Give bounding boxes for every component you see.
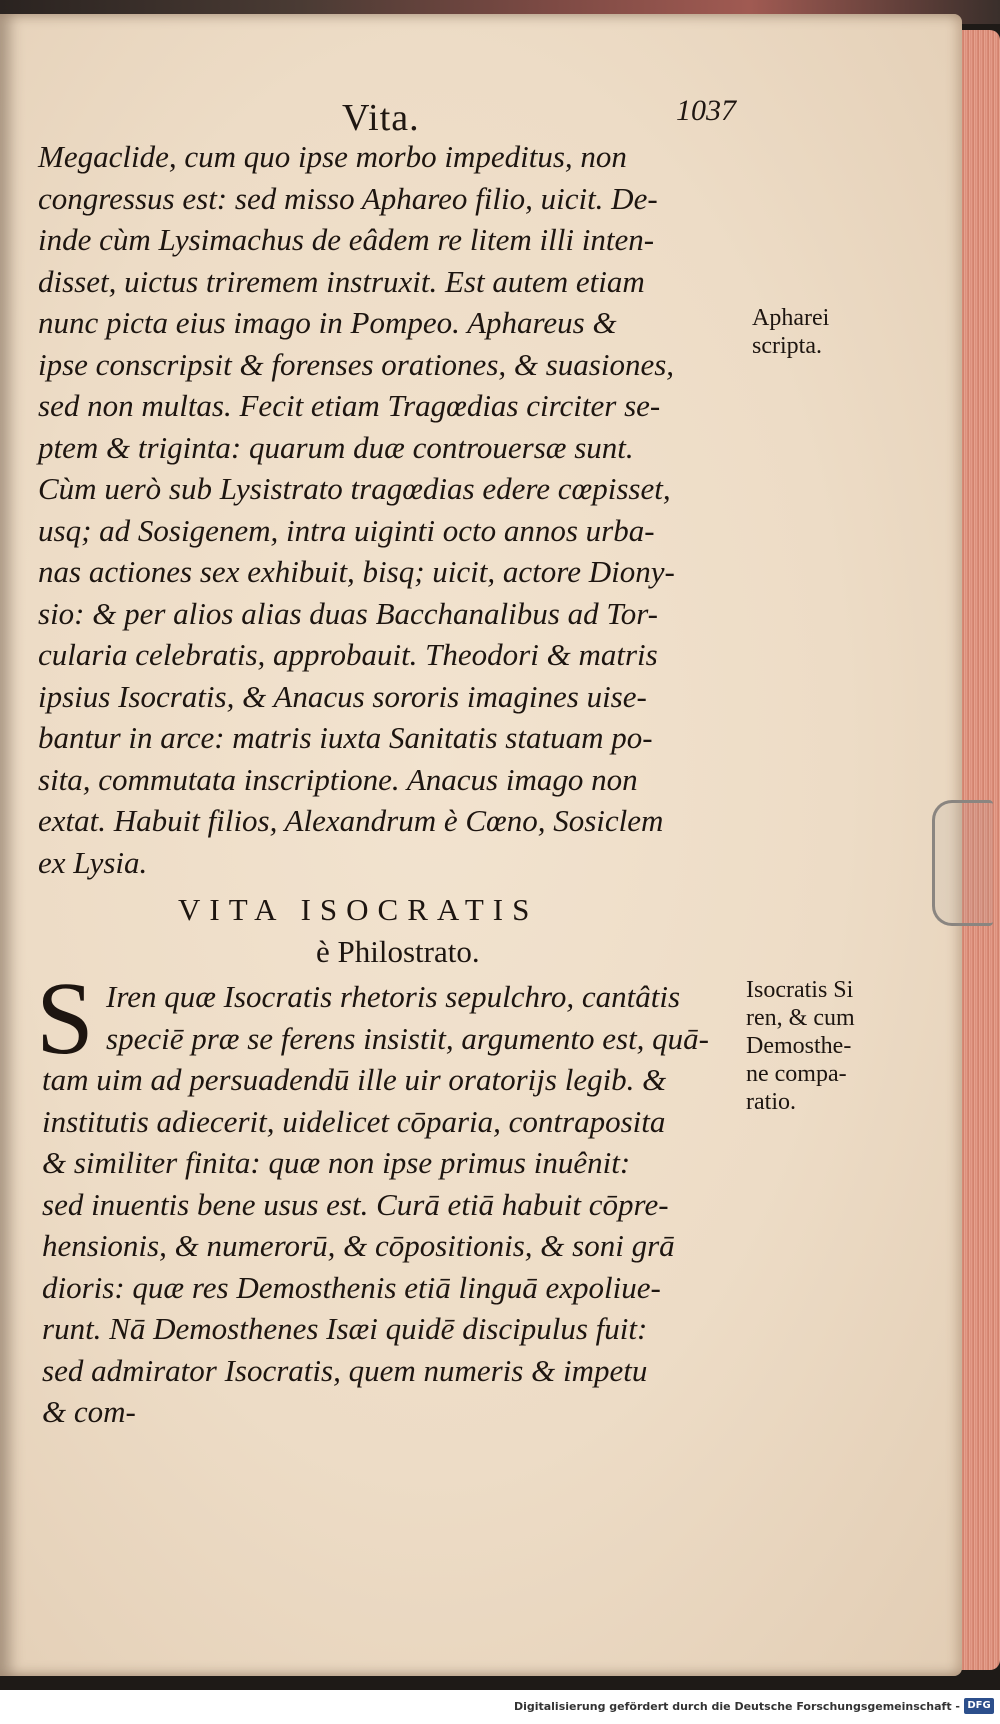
marginal-line: ne compa-	[746, 1061, 847, 1087]
text-line: ptem & triginta: quarum duæ controuersæ sunt.	[38, 429, 634, 465]
drop-cap: S	[36, 961, 94, 1076]
text-line: ex Lysia.	[38, 844, 148, 880]
text-line: congressus est: sed misso Aphareo filio, uicit. De-	[38, 180, 658, 216]
book-page	[0, 14, 962, 1676]
page-clip	[932, 800, 993, 926]
text-line: Iren quæ Isocratis rhetoris sepulchro, cantâtis	[106, 979, 681, 1014]
page-number: 1037	[676, 94, 736, 127]
text-line: nas actiones sex exhibuit, bisq; uicit, actore Diony-	[38, 554, 675, 589]
text-line: & similiter finita: quæ non ipse primus inuênit:	[42, 1145, 631, 1180]
text-line: sed non multas. Fecit etiam Tragœdias circiter se-	[38, 388, 661, 423]
marginal-note-apharei	[752, 304, 829, 360]
text-block-first	[38, 136, 738, 883]
text-line: inde cùm Lysimachus de eâdem re litem illi inten-	[38, 222, 655, 257]
text-line: & com-	[42, 1394, 136, 1429]
marginal-line: Isocratis Si	[746, 977, 854, 1003]
marginal-line: Demosthe-	[746, 1033, 852, 1059]
text-line: nunc picta eius imago in Pompeo. Aphareus &	[38, 305, 617, 340]
text-line: Cùm uerò sub Lysistrato tragœdias edere cœpisset,	[38, 471, 671, 506]
marginal-line: Apharei	[752, 305, 830, 331]
marginal-line: scripta.	[752, 333, 822, 359]
text-line: sita, commutata inscriptione. Anacus imago non	[38, 761, 638, 797]
text-line: Megaclide, cum quo ipse morbo impeditus, non	[38, 139, 627, 174]
text-line: sed inuentis bene usus est. Curā etiā habuit cōpre-	[42, 1186, 669, 1222]
text-line: speciē præ se ferens insistit, argumento est, quā-	[106, 1020, 710, 1056]
text-block-second	[42, 976, 742, 1433]
text-line: cularia celebratis, approbauit. Theodori & matris	[38, 637, 658, 672]
marginal-note-isocratis	[746, 976, 855, 1116]
footer-bar	[0, 1690, 1000, 1724]
text-line: bantur in arce: matris iuxta Sanitatis statuam po-	[38, 720, 653, 755]
text-line: hensionis, & numerorū, & cōpositionis, & soni grā	[42, 1228, 675, 1263]
text-line: disset, uictus triremem instruxit. Est autem etiam	[38, 263, 645, 299]
section-subheading: è Philostrato.	[316, 934, 480, 969]
text-line: institutis adiecerit, uidelicet cōparia, contraposita	[42, 1103, 666, 1139]
text-line: runt. Nā Demosthenes Isæi quidē discipulus fuit:	[42, 1311, 648, 1346]
text-line: extat. Habuit filios, Alexandrum è Cœno, Sosiclem	[38, 803, 664, 838]
running-title: Vita.	[342, 97, 420, 139]
footer-credit: Digitalisierung gefördert durch die Deutsche Forschungsgemeinschaft -	[513, 1700, 960, 1713]
text-line: sio: & per alios alias duas Bacchanalibus ad Tor-	[38, 595, 658, 631]
marginal-line: ren, & cum	[746, 1005, 855, 1031]
text-line: ipse conscripsit & forenses orationes, & suasiones,	[38, 346, 675, 382]
marginal-line: ratio.	[746, 1089, 796, 1115]
text-line: usq; ad Sosigenem, intra uiginti octo annos urba-	[38, 512, 655, 548]
text-line: sed admirator Isocratis, quem numeris & impetu	[42, 1352, 648, 1388]
text-line: dioris: quæ res Demosthenis etiā linguā expoliue-	[42, 1269, 661, 1305]
dfg-logo: DFG	[964, 1698, 994, 1714]
section-heading: VITA ISOCRATIS	[178, 892, 539, 927]
text-line: ipsius Isocratis, & Anacus sororis imagines uise-	[38, 678, 647, 714]
text-line: tam uim ad persuadendū ille uir oratorijs legib. &	[42, 1062, 667, 1097]
